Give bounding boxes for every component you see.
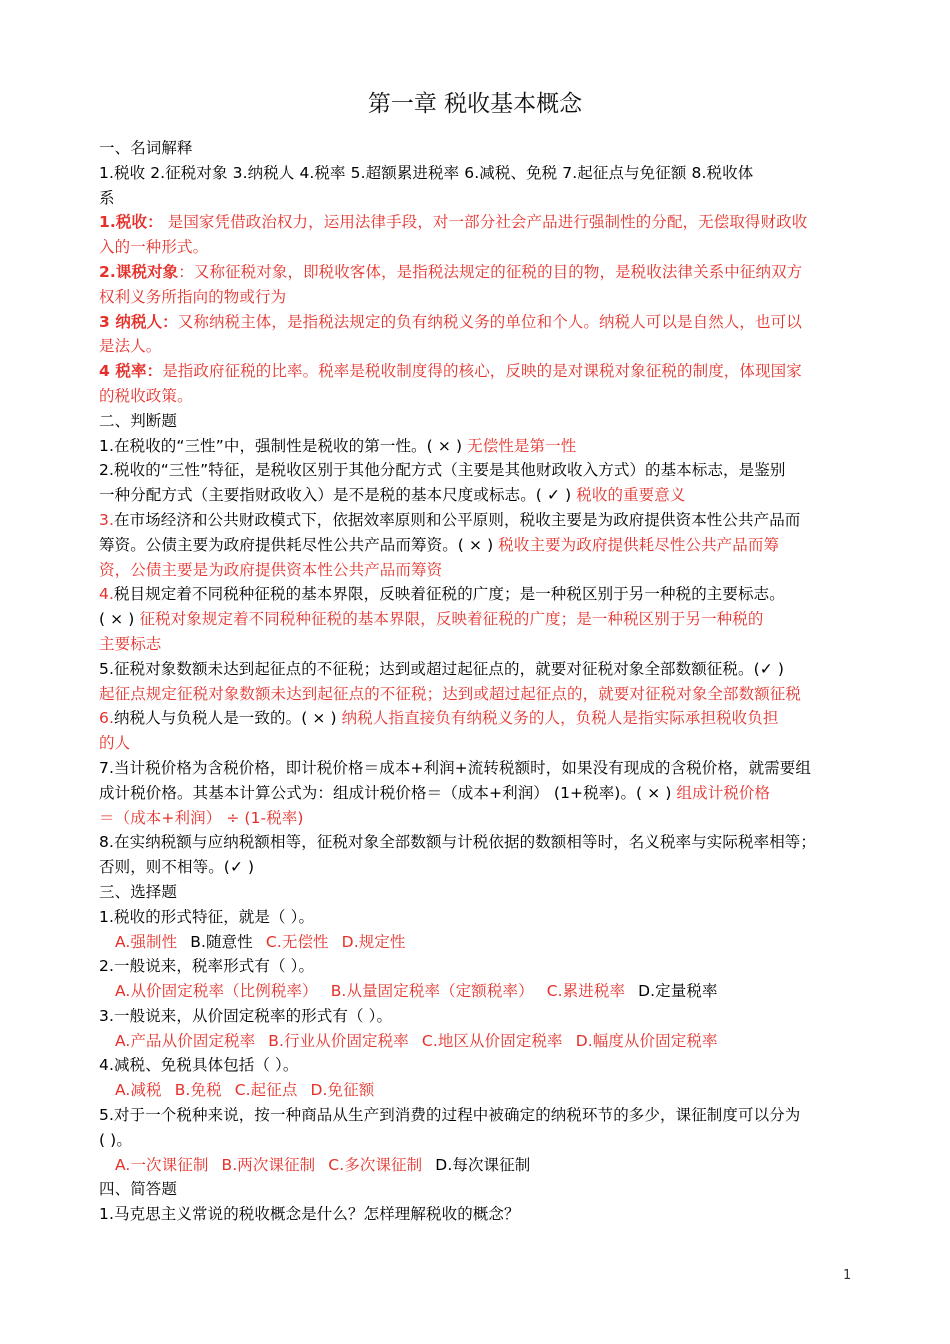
choice-q1: 1.税收的形式特征，就是（ ）。 (99, 907, 315, 926)
document-body (99, 136, 859, 1227)
judgement-q2: 2.税收的“三性”特征，是税收区别于其他分配方式（主要是其他财政收入方式）的基本标志，是鉴别 (99, 461, 786, 480)
judgement-q5: 5.征税对象数额未达到起征点的不征税；达到或超过起征点的，就要对征税对象全部数额征税。(✓ ) (99, 659, 784, 678)
judgement-q6 (99, 706, 859, 731)
option-c: C.多次课征制 (328, 1155, 423, 1174)
definition-1-label: 1.税收： (99, 213, 163, 232)
question-text: 成计税价格。其基本计算公式为：组成计税价格＝（成本+利润） (1+税率)。( × ) (99, 783, 677, 802)
choice-q2-options (99, 979, 859, 1004)
answer-text: 税收的重要意义 (576, 486, 686, 505)
question-text: 1.在税收的“三性”中，强制性是税收的第一性。( × ) (99, 436, 468, 455)
terms-list: 1.税收 2.征税对象 3.纳税人 4.税率 5.超额累进税率 6.减税、免税 7.起征点与免征额 8.税收体 (99, 163, 754, 182)
judgement-q8: 8.在实纳税额与应纳税额相等，征税对象全部数额与计税依据的数额相等时，名义税率与实际税率相等； (99, 833, 816, 852)
question-number: 3. (99, 510, 114, 529)
definition-4-label: 4 税率： (99, 362, 163, 381)
judgement-q8-cont: 否则，则不相等。(✓ ) (99, 858, 255, 877)
judgement-q4-cont (99, 607, 859, 632)
answer-text: 税收主要为政府提供耗尽性公共产品而筹 (498, 535, 780, 554)
option-a: A.强制性 (115, 932, 178, 951)
question-text: 纳税人与负税人是一致的。( × ) (114, 709, 342, 728)
judgement-q7-answer-cont: ＝（成本+利润） ÷ (1-税率) (99, 808, 304, 827)
definition-4 (99, 359, 859, 384)
choice-q2: 2.一般说来，税率形式有（ ）。 (99, 957, 315, 976)
definition-1-text: 是国家凭借政治权力，运用法律手段，对一部分社会产品进行强制性的分配，无偿取得财政收 (162, 213, 808, 232)
option-b: B.随意性 (190, 932, 253, 951)
option-a: A.产品从价固定税率 (115, 1031, 256, 1050)
option-d: D.规定性 (341, 932, 406, 951)
definition-2-label: 2.课税对象 (99, 262, 179, 281)
judgement-q4-answer-cont: 主要标志 (99, 634, 162, 653)
judgement-q2-cont (99, 483, 859, 508)
judgement-q7: 7.当计税价格为含税价格，即计税价格＝成本+利润+流转税额时，如果没有现成的含税价格，就需要组 (99, 758, 811, 777)
definition-4-text: 是指政府征税的比率。税率是税收制度得的核心，反映的是对课税对象征税的制度，体现国家 (162, 362, 802, 381)
section-heading-definitions: 一、名词解释 (99, 139, 193, 157)
section-heading-judgement: 二、判断题 (99, 411, 178, 430)
judgement-q3 (99, 508, 859, 533)
judgement-q4 (99, 582, 859, 607)
option-b: B.两次课征制 (221, 1155, 316, 1174)
option-d: D.幅度从价固定税率 (575, 1031, 718, 1050)
judgement-q6-answer-cont: 的人 (99, 734, 131, 753)
answer-text: 组成计税价格 (676, 783, 771, 802)
judgement-q7-cont (99, 781, 859, 806)
option-c: C.地区从价固定税率 (421, 1031, 563, 1050)
definition-3-label: 3 纳税人： (99, 312, 178, 331)
answer-text: 纳税人指直接负有纳税义务的人，负税人是指实际承担税收负担 (341, 709, 779, 728)
option-d: D.免征额 (310, 1081, 375, 1100)
judgement-q3-cont (99, 533, 859, 558)
section-heading-short-answer: 四、简答题 (99, 1180, 178, 1199)
question-text: 筹资。公债主要为政府提供耗尽性公共产品而筹资。( × ) (99, 535, 499, 554)
question-number: 6. (99, 709, 114, 728)
choice-q5: 5.对于一个税种来说，按一种商品从生产到消费的过程中被确定的纳税环节的多少，课征制度可以分为 (99, 1106, 801, 1125)
choice-q4: 4.减税、免税具体包括（ ）。 (99, 1056, 299, 1075)
definition-1 (99, 210, 859, 235)
page-number: 1 (843, 1268, 852, 1283)
choice-q1-options (99, 930, 859, 955)
definition-3-cont: 是法人。 (99, 337, 162, 356)
question-text: ( × ) (99, 610, 140, 629)
definition-3 (99, 310, 859, 335)
option-a: A.减税 (115, 1081, 162, 1100)
terms-list-cont: 系 (99, 188, 115, 207)
definition-1-cont: 入的一种形式。 (99, 238, 209, 257)
definition-2-cont: 权利义务所指向的物或行为 (99, 287, 287, 306)
option-a: A.一次课征制 (115, 1155, 209, 1174)
judgement-q3-answer-cont: 资，公债主要是为政府提供资本性公共产品而筹资 (99, 560, 443, 579)
option-d: D.定量税率 (638, 982, 718, 1001)
option-a: A.从价固定税率（比例税率） (115, 982, 318, 1001)
option-c: C.无偿性 (265, 932, 329, 951)
option-b: B.免税 (174, 1081, 222, 1100)
definition-4-cont: 的税收政策。 (99, 386, 193, 405)
choice-q3: 3.一般说来，从价固定税率的形式有（ ）。 (99, 1006, 393, 1025)
definition-3-text: 又称纳税主体，是指税法规定的负有纳税义务的单位和个人。纳税人可以是自然人，也可以 (177, 312, 802, 331)
judgement-q1 (99, 434, 859, 459)
answer-text: 无偿性是第一性 (467, 436, 577, 455)
option-c: C.起征点 (234, 1081, 298, 1100)
option-b: B.行业从价固定税率 (268, 1031, 409, 1050)
judgement-q5-answer: 起征点规定征税对象数额未达到起征点的不征税；达到或超过起征点的，就要对征税对象全部数额征税 (99, 684, 802, 703)
section-heading-choice: 三、选择题 (99, 882, 178, 901)
choice-q4-options (99, 1078, 859, 1103)
page-title: 第一章 税收基本概念 (367, 91, 583, 117)
option-d: D.每次课征制 (435, 1155, 531, 1174)
answer-text: 征税对象规定着不同税种征税的基本界限，反映着征税的广度；是一种税区别于另一种税的 (139, 610, 764, 629)
choice-q5-cont: ( )。 (99, 1130, 132, 1149)
definition-2 (99, 260, 859, 285)
question-text: 在市场经济和公共财政模式下，依据效率原则和公平原则，税收主要是为政府提供资本性公共产品而 (114, 510, 801, 529)
question-text: 一种分配方式（主要指财政收入）是不是税的基本尺度或标志。( ✓ ) (99, 486, 577, 505)
question-number: 4. (99, 585, 114, 604)
question-text: 税目规定着不同税种征税的基本界限，反映着征税的广度；是一种税区别于另一种税的主要标志。 (114, 585, 785, 604)
definition-2-text: ：又称征税对象，即税收客体，是指税法规定的征税的目的物，是税收法律关系中征纳双方 (178, 262, 803, 281)
short-answer-q1: 1.马克思主义常说的税收概念是什么？怎样理解税收的概念？ (99, 1205, 520, 1224)
option-b: B.从量固定税率（定额税率） (330, 982, 534, 1001)
choice-q3-options (99, 1029, 859, 1054)
choice-q5-options (99, 1153, 859, 1178)
option-c: C.累进税率 (546, 982, 626, 1001)
